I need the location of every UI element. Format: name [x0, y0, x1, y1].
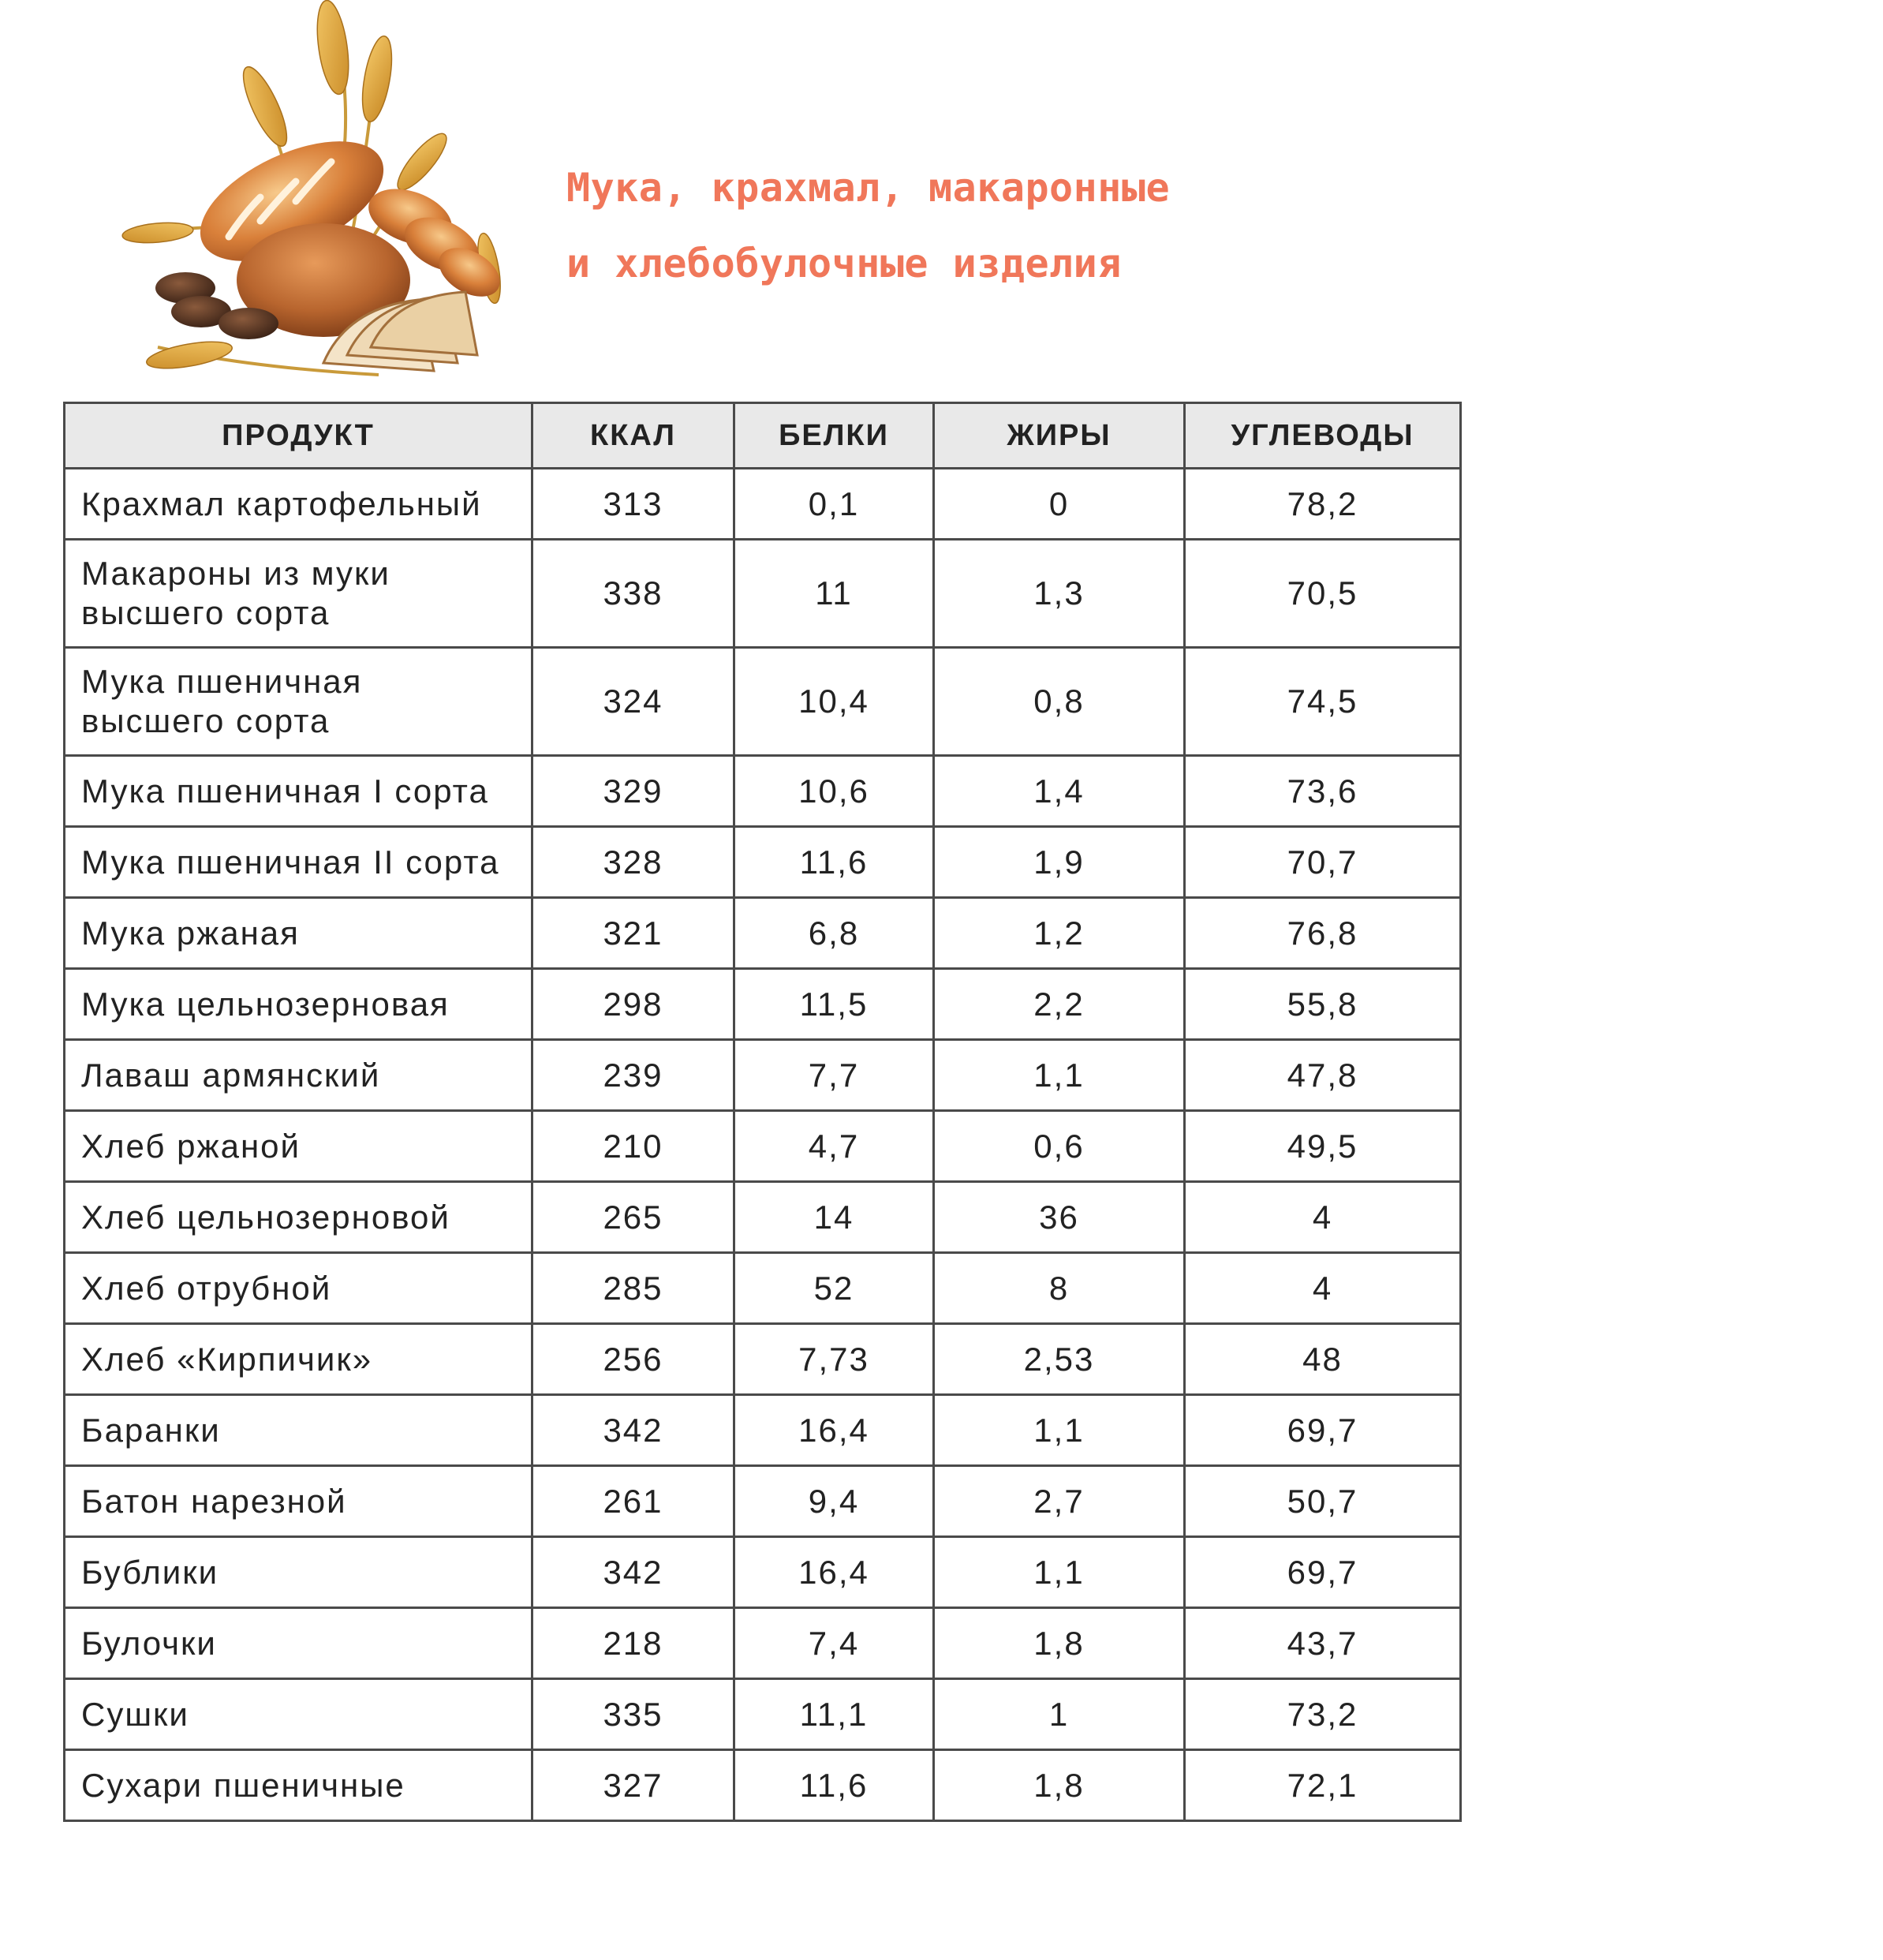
product-name-line: Хлеб цельнозерновой [81, 1198, 450, 1236]
table-row [65, 540, 1461, 648]
cell-carbs: 72,1 [1185, 1750, 1461, 1821]
table-row [65, 1395, 1461, 1466]
title-line-1: Мука, крахмал, макаронные [566, 165, 1171, 211]
product-name-line: Макароны из муки [81, 555, 390, 592]
cell-protein: 7,7 [734, 1040, 934, 1111]
cell-kcal: 328 [532, 827, 734, 898]
cell-carbs: 55,8 [1185, 969, 1461, 1040]
table-row [65, 827, 1461, 898]
cell-product [65, 969, 532, 1040]
product-name-line: Мука цельнозерновая [81, 985, 450, 1023]
cell-protein: 11,1 [734, 1679, 934, 1750]
cell-carbs: 73,2 [1185, 1679, 1461, 1750]
table-row [65, 1750, 1461, 1821]
cell-product [65, 648, 532, 756]
cell-fat: 1,4 [934, 756, 1185, 827]
table-row [65, 1537, 1461, 1608]
cell-fat: 1,1 [934, 1537, 1185, 1608]
header-carbs: УГЛЕВОДЫ [1185, 403, 1461, 469]
cell-carbs: 50,7 [1185, 1466, 1461, 1537]
cell-product [65, 1537, 532, 1608]
cell-protein: 14 [734, 1182, 934, 1253]
cell-fat: 0 [934, 469, 1185, 540]
product-name-line: Мука пшеничная II сорта [81, 843, 500, 881]
product-name-line: Хлеб отрубной [81, 1269, 332, 1307]
cell-kcal: 335 [532, 1679, 734, 1750]
table-row [65, 1253, 1461, 1324]
cell-kcal: 265 [532, 1182, 734, 1253]
table-row [65, 898, 1461, 969]
cell-protein: 16,4 [734, 1395, 934, 1466]
cell-product [65, 827, 532, 898]
cell-protein: 11,6 [734, 1750, 934, 1821]
cell-carbs: 4 [1185, 1182, 1461, 1253]
product-name-line: Крахмал картофельный [81, 484, 482, 522]
cell-protein: 16,4 [734, 1537, 934, 1608]
product-name-line: Мука ржаная [81, 914, 300, 952]
cell-carbs: 69,7 [1185, 1537, 1461, 1608]
header-fat: ЖИРЫ [934, 403, 1185, 469]
product-name-line: высшего сорта [81, 702, 331, 739]
cell-fat: 0,6 [934, 1111, 1185, 1182]
product-name-line: Батон нарезной [81, 1482, 347, 1520]
cell-protein: 10,4 [734, 648, 934, 756]
cell-kcal: 329 [532, 756, 734, 827]
cell-protein: 11 [734, 540, 934, 648]
cell-protein: 7,4 [734, 1608, 934, 1679]
table-row [65, 756, 1461, 827]
cell-product [65, 1040, 532, 1111]
cell-carbs: 69,7 [1185, 1395, 1461, 1466]
cell-carbs: 78,2 [1185, 469, 1461, 540]
cell-protein: 4,7 [734, 1111, 934, 1182]
header-protein: БЕЛКИ [734, 403, 934, 469]
cell-protein: 11,6 [734, 827, 934, 898]
product-name-line: Хлеб «Кирпичик» [81, 1340, 373, 1378]
cell-kcal: 324 [532, 648, 734, 756]
cell-fat: 2,53 [934, 1324, 1185, 1395]
cell-product [65, 1679, 532, 1750]
cell-fat: 1,2 [934, 898, 1185, 969]
cell-carbs: 48 [1185, 1324, 1461, 1395]
cell-product [65, 1111, 532, 1182]
cell-carbs: 49,5 [1185, 1111, 1461, 1182]
cell-kcal: 256 [532, 1324, 734, 1395]
cell-fat: 1 [934, 1679, 1185, 1750]
cell-kcal: 210 [532, 1111, 734, 1182]
cell-fat: 0,8 [934, 648, 1185, 756]
cell-carbs: 47,8 [1185, 1040, 1461, 1111]
product-name-line: Бублики [81, 1553, 219, 1591]
cell-protein: 6,8 [734, 898, 934, 969]
product-name-line: Мука пшеничная [81, 663, 363, 700]
table-row [65, 1040, 1461, 1111]
table-row [65, 469, 1461, 540]
cell-protein: 7,73 [734, 1324, 934, 1395]
cell-protein: 10,6 [734, 756, 934, 827]
product-name-line: Мука пшеничная I сорта [81, 772, 489, 810]
header-product: ПРОДУКТ [65, 403, 532, 469]
product-name-line: Баранки [81, 1411, 221, 1449]
table-row [65, 1466, 1461, 1537]
page-title [566, 150, 1170, 301]
cell-fat: 2,7 [934, 1466, 1185, 1537]
cell-product [65, 469, 532, 540]
table-body [65, 469, 1461, 1821]
cell-protein: 11,5 [734, 969, 934, 1040]
cell-kcal: 313 [532, 469, 734, 540]
cell-product [65, 1750, 532, 1821]
table-row [65, 969, 1461, 1040]
table-row [65, 1111, 1461, 1182]
cell-fat: 2,2 [934, 969, 1185, 1040]
cell-kcal: 298 [532, 969, 734, 1040]
cell-kcal: 342 [532, 1395, 734, 1466]
cell-protein: 52 [734, 1253, 934, 1324]
cell-fat: 1,1 [934, 1395, 1185, 1466]
cell-product [65, 898, 532, 969]
header-kcal: ККАЛ [532, 403, 734, 469]
table-header [65, 403, 1461, 469]
cell-product [65, 540, 532, 648]
product-name-line: Хлеб ржаной [81, 1127, 301, 1165]
cell-fat: 1,3 [934, 540, 1185, 648]
cell-kcal: 285 [532, 1253, 734, 1324]
cell-carbs: 70,5 [1185, 540, 1461, 648]
cell-kcal: 342 [532, 1537, 734, 1608]
cell-carbs: 70,7 [1185, 827, 1461, 898]
product-name-line: Лаваш армянский [81, 1056, 381, 1094]
cell-product [65, 1324, 532, 1395]
cell-kcal: 239 [532, 1040, 734, 1111]
cell-fat: 8 [934, 1253, 1185, 1324]
cell-carbs: 74,5 [1185, 648, 1461, 756]
cell-product [65, 1253, 532, 1324]
cell-fat: 1,8 [934, 1750, 1185, 1821]
cell-carbs: 73,6 [1185, 756, 1461, 827]
cell-product [65, 1182, 532, 1253]
title-line-2: и хлебобулочные изделия [566, 241, 1122, 286]
cell-carbs: 43,7 [1185, 1608, 1461, 1679]
cell-fat: 1,1 [934, 1040, 1185, 1111]
cell-product [65, 756, 532, 827]
table-row [65, 1679, 1461, 1750]
product-name-line: высшего сорта [81, 594, 331, 631]
cell-fat: 1,8 [934, 1608, 1185, 1679]
cell-protein: 9,4 [734, 1466, 934, 1537]
product-name-line: Сушки [81, 1695, 189, 1733]
table-row [65, 1182, 1461, 1253]
cell-protein: 0,1 [734, 469, 934, 540]
cell-product [65, 1466, 532, 1537]
cell-product [65, 1395, 532, 1466]
cell-kcal: 321 [532, 898, 734, 969]
cell-kcal: 218 [532, 1608, 734, 1679]
product-name-line: Булочки [81, 1624, 217, 1662]
table-row [65, 648, 1461, 756]
bread-wheat-illustration [110, 0, 521, 395]
cell-carbs: 4 [1185, 1253, 1461, 1324]
cell-product [65, 1608, 532, 1679]
cell-kcal: 261 [532, 1466, 734, 1537]
product-name-line: Сухари пшеничные [81, 1766, 405, 1804]
nutrition-table [63, 402, 1462, 1822]
table-row [65, 1324, 1461, 1395]
cell-kcal: 338 [532, 540, 734, 648]
cell-carbs: 76,8 [1185, 898, 1461, 969]
table-row [65, 1608, 1461, 1679]
cell-fat: 1,9 [934, 827, 1185, 898]
cell-kcal: 327 [532, 1750, 734, 1821]
cell-fat: 36 [934, 1182, 1185, 1253]
